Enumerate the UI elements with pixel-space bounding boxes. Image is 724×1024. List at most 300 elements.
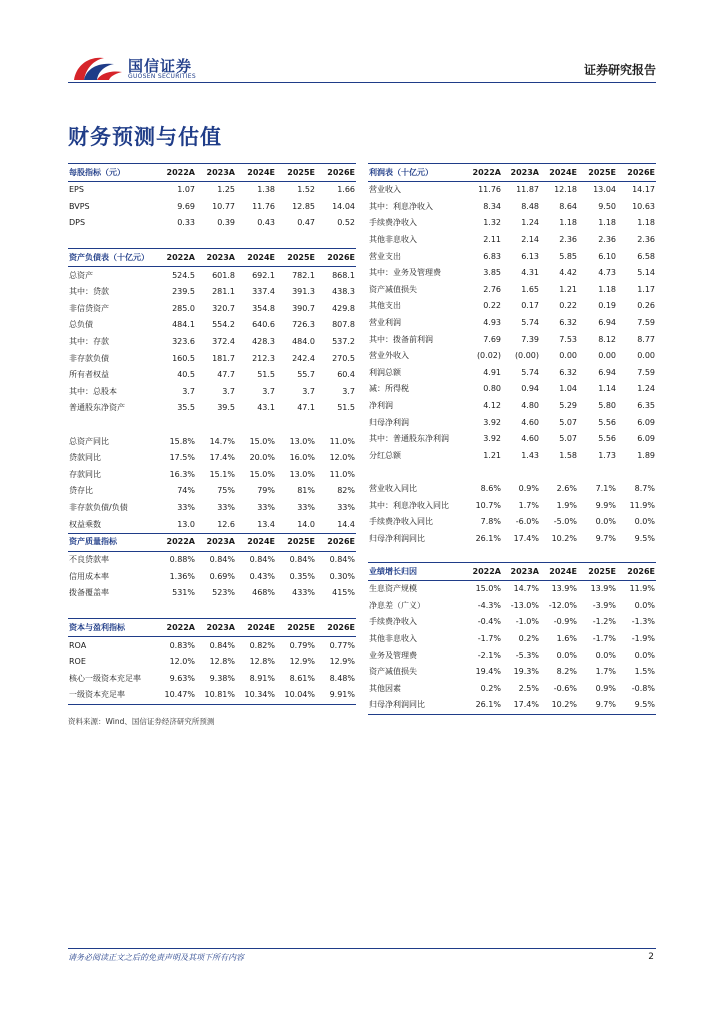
row-label: 营业外收入	[369, 351, 409, 361]
cell-value: 11.0%	[329, 469, 355, 479]
cell-value: 26.1%	[475, 533, 501, 543]
row-label: BVPS	[69, 201, 90, 211]
cell-value: 1.18	[598, 284, 616, 294]
cell-value: 2.6%	[556, 483, 577, 493]
cell-value: 2.36	[559, 235, 577, 245]
cell-value: 433%	[292, 588, 315, 598]
table-row	[368, 514, 656, 531]
cell-value	[236, 602, 276, 619]
table-row	[368, 431, 656, 448]
row-label: 生息资产规模	[369, 584, 417, 594]
cell-value: 0.9%	[518, 483, 539, 493]
table-row	[368, 581, 656, 598]
cell-value: 17.5%	[169, 453, 195, 463]
cell-value: 5.56	[598, 434, 616, 444]
cell-value: 1.18	[559, 218, 577, 228]
cell-value: 270.5	[332, 353, 355, 363]
cell-value: 10.7%	[475, 500, 501, 510]
cell-value: 15.0%	[475, 584, 501, 594]
cell-value: 26.1%	[464, 697, 502, 714]
cell-value: 1.24	[521, 218, 539, 228]
cell-value: 242.4	[292, 353, 315, 363]
cell-value: 10.81%	[196, 687, 236, 704]
cell-value: 47.1	[297, 403, 315, 413]
cell-value: -0.8%	[631, 683, 655, 693]
cell-value: 12.0%	[329, 453, 355, 463]
table-row	[368, 681, 656, 698]
row-label: 信用成本率	[69, 571, 109, 581]
cell-value	[196, 232, 236, 249]
cell-value: 1.18	[637, 218, 655, 228]
row-label: 业务及管理费	[369, 650, 417, 660]
row-label: 其中：利息净收入	[369, 201, 433, 211]
cell-value: 415%	[332, 588, 355, 598]
cell-value: 1.5%	[634, 667, 655, 677]
cell-value: 79%	[257, 486, 275, 496]
cell-value: 0.00	[559, 351, 577, 361]
cell-value: 11.0%	[329, 436, 355, 446]
cell-value	[196, 602, 236, 619]
cell-value: 14.0	[297, 519, 315, 529]
cell-value: 8.2%	[556, 667, 577, 677]
cell-value: 8.77	[637, 334, 655, 344]
cell-value: 5.29	[559, 401, 577, 411]
row-label: 总资产同比	[69, 436, 109, 446]
cell-value: 4.60	[521, 434, 539, 444]
cell-value: 1.38	[257, 185, 275, 195]
cell-value: 0.84%	[289, 555, 315, 565]
year-column-header: 2022A	[464, 563, 502, 581]
table-row	[368, 215, 656, 232]
cell-value: 10.77	[212, 201, 235, 211]
cell-value: 12.18	[554, 185, 577, 195]
cell-value: 1.9%	[556, 500, 577, 510]
year-column-header: 2023A	[502, 164, 540, 182]
row-label: 营业支出	[369, 251, 401, 261]
row-label: 其中：存款	[69, 337, 109, 347]
row-label: 拨备覆盖率	[69, 588, 109, 598]
table-row	[368, 248, 656, 265]
cell-value: 6.83	[483, 251, 501, 261]
row-label: 营业利润	[369, 318, 401, 328]
cell-value: 0.52	[337, 218, 355, 228]
cell-value	[156, 232, 196, 249]
table-row	[368, 398, 656, 415]
cell-value: 0.19	[598, 301, 616, 311]
cell-value: 1.21	[559, 284, 577, 294]
row-label: 其中：利息净收入同比	[369, 500, 449, 510]
row-label: 其中：总股本	[69, 386, 117, 396]
row-label: 总资产	[69, 270, 93, 280]
cell-value: 33%	[217, 502, 235, 512]
year-column-header: 2022A	[464, 164, 502, 182]
year-column-header: 2025E	[578, 164, 617, 182]
cell-value: 6.94	[598, 367, 616, 377]
row-label: 普通股东净资产	[69, 403, 125, 413]
table-row	[68, 301, 356, 318]
row-label: 其他因素	[369, 683, 401, 693]
cell-value: -1.7%	[592, 634, 616, 644]
cell-value: 33%	[337, 502, 355, 512]
table-row	[68, 317, 356, 334]
cell-value: -1.9%	[631, 634, 655, 644]
cell-value	[276, 602, 316, 619]
cell-value: 14.04	[332, 201, 355, 211]
cell-value: 524.5	[172, 270, 195, 280]
table-row	[68, 637, 356, 654]
cell-value: 40.5	[177, 370, 195, 380]
cell-value: 807.8	[332, 320, 355, 330]
cell-value	[316, 602, 356, 619]
cell-value: (0.00)	[514, 351, 539, 361]
cell-value: 0.83%	[169, 640, 195, 650]
row-label: 其他非息收入	[369, 235, 417, 245]
cell-value: 1.17	[637, 284, 655, 294]
cell-value: 17.4%	[209, 453, 235, 463]
cell-value: 1.07	[177, 185, 195, 195]
row-label: 其他支出	[369, 301, 401, 311]
cell-value: -5.3%	[515, 650, 539, 660]
row-label: 总负债	[69, 320, 93, 330]
footer-divider	[68, 948, 656, 949]
row-label: 存款同比	[69, 469, 101, 479]
cell-value: -3.9%	[592, 600, 616, 610]
table-row	[368, 530, 656, 547]
cell-value: 14.17	[632, 185, 655, 195]
table-row	[368, 497, 656, 514]
cell-value: 16.3%	[169, 469, 195, 479]
cell-value: 5.56	[598, 417, 616, 427]
cell-value: 4.42	[559, 268, 577, 278]
page-number: 2	[648, 952, 654, 962]
cell-value: 11.76	[252, 201, 275, 211]
cell-value: 601.8	[212, 270, 235, 280]
footer-disclaimer: 请务必阅读正文之后的免责声明及其项下所有内容	[68, 953, 244, 962]
cell-value: 51.5	[257, 370, 275, 380]
cell-value: 160.5	[172, 353, 195, 363]
cell-value: 15.8%	[169, 436, 195, 446]
cell-value: 0.84%	[249, 555, 275, 565]
table-row	[368, 647, 656, 664]
row-label: 手续费净收入	[369, 617, 417, 627]
cell-value: 10.2%	[551, 533, 577, 543]
cell-value: 3.7	[222, 386, 235, 396]
cell-value: 13.0%	[289, 436, 315, 446]
cell-value: 9.69	[177, 201, 195, 211]
cell-value: -0.4%	[477, 617, 501, 627]
cell-value: 12.0%	[169, 657, 195, 667]
row-label: 其中：拨备前利润	[369, 334, 433, 344]
year-column-header: 2026E	[316, 249, 356, 267]
year-column-header: 2022A	[156, 533, 196, 551]
cell-value: 8.12	[598, 334, 616, 344]
section-heading: 资产负债表（十亿元）	[68, 249, 156, 267]
cell-value: 2.76	[483, 284, 501, 294]
row-label: 核心一级资本充足率	[69, 673, 141, 683]
row-label: 归母净利润同比	[368, 697, 464, 714]
cell-value: 1.32	[483, 218, 501, 228]
cell-value: 868.1	[332, 270, 355, 280]
cell-value: 4.91	[483, 367, 501, 377]
table-row	[68, 284, 356, 301]
year-column-header: 2026E	[316, 619, 356, 637]
cell-value: 0.80	[483, 384, 501, 394]
cell-value: 0.0%	[556, 650, 577, 660]
year-column-header: 2024E	[540, 164, 578, 182]
cell-value: 0.22	[559, 301, 577, 311]
table-row	[368, 182, 656, 199]
cell-value: 6.09	[637, 434, 655, 444]
cell-value: 0.2%	[480, 683, 501, 693]
cell-value: -5.0%	[553, 517, 577, 527]
logo-chinese-name: 国信证券	[128, 57, 193, 75]
cell-value: 6.10	[598, 251, 616, 261]
cell-value: 13.04	[593, 185, 616, 195]
year-column-header: 2024E	[236, 533, 276, 551]
row-label: 一级资本充足率	[68, 687, 156, 704]
table-row	[368, 614, 656, 631]
source-note: 资料来源：Wind、国信证券经济研究所预测	[68, 717, 215, 726]
cell-value: 8.6%	[480, 483, 501, 493]
cell-value: 0.79%	[289, 640, 315, 650]
year-column-header: 2023A	[196, 619, 236, 637]
row-label	[68, 417, 156, 434]
left-financial-table	[68, 163, 356, 705]
cell-value	[156, 602, 196, 619]
row-label: ROE	[69, 657, 86, 667]
table-row	[368, 664, 656, 681]
row-label: 归母净利润	[369, 417, 409, 427]
table-section-header	[368, 164, 656, 182]
cell-value: 8.7%	[634, 483, 655, 493]
row-label: 营业收入	[369, 185, 401, 195]
year-column-header: 2025E	[276, 249, 316, 267]
cell-value	[196, 417, 236, 434]
year-column-header: 2024E	[540, 563, 578, 581]
cell-value: 16.0%	[289, 453, 315, 463]
row-label: 权益乘数	[69, 519, 101, 529]
table-row	[368, 199, 656, 216]
table-row	[368, 464, 656, 481]
cell-value	[617, 464, 656, 481]
cell-value: 14.7%	[209, 436, 235, 446]
cell-value: -1.2%	[592, 617, 616, 627]
table-row	[68, 654, 356, 671]
cell-value: -2.1%	[477, 650, 501, 660]
table-section-header	[368, 563, 656, 581]
cell-value: 5.74	[521, 318, 539, 328]
cell-value: 0.94	[521, 384, 539, 394]
document-type-label: 证券研究报告	[583, 63, 656, 77]
cell-value: 9.7%	[578, 697, 617, 714]
row-label: 资产减值损失	[369, 284, 417, 294]
cell-value: 12.9%	[289, 657, 315, 667]
year-column-header: 2025E	[276, 619, 316, 637]
row-label: 净利润	[369, 401, 393, 411]
table-row	[68, 367, 356, 384]
cell-value: 4.31	[521, 268, 539, 278]
growth-attribution-table	[368, 562, 656, 715]
cell-value: 9.91%	[316, 687, 356, 704]
cell-value: 47.7	[217, 370, 235, 380]
table-row	[68, 585, 356, 602]
table-row	[368, 348, 656, 365]
year-column-header: 2024E	[236, 164, 276, 182]
cell-value: 5.07	[559, 434, 577, 444]
cell-value: 15.0%	[249, 469, 275, 479]
cell-value: 8.91%	[249, 673, 275, 683]
cell-value: 0.0%	[634, 517, 655, 527]
row-label: 其中：普通股东净利润	[369, 434, 449, 444]
year-column-header: 2025E	[276, 533, 316, 551]
cell-value: 212.3	[252, 353, 275, 363]
cell-value: 11.87	[516, 185, 539, 195]
cell-value: 8.61%	[289, 673, 315, 683]
cell-value: 0.84%	[209, 640, 235, 650]
table-row	[68, 670, 356, 687]
table-row	[68, 433, 356, 450]
cell-value	[464, 464, 502, 481]
cell-value: 14.7%	[513, 584, 539, 594]
cell-value: 33%	[297, 502, 315, 512]
cell-value: 0.0%	[634, 600, 655, 610]
row-label: 减：所得税	[369, 384, 409, 394]
cell-value: 0.69%	[209, 571, 235, 581]
cell-value: 12.85	[292, 201, 315, 211]
cell-value: 554.2	[212, 320, 235, 330]
row-label: 其中：业务及管理费	[369, 268, 441, 278]
cell-value: 468%	[252, 588, 275, 598]
cell-value: 13.0%	[289, 469, 315, 479]
cell-value: 33%	[257, 502, 275, 512]
year-column-header: 2023A	[502, 563, 540, 581]
cell-value: 320.7	[212, 303, 235, 313]
table-row	[368, 481, 656, 498]
cell-value: 0.84%	[329, 555, 355, 565]
cell-value: 4.12	[483, 401, 501, 411]
cell-value: 39.5	[217, 403, 235, 413]
cell-value: -13.0%	[510, 600, 539, 610]
cell-value: 6.32	[559, 318, 577, 328]
table-row	[68, 334, 356, 351]
cell-value: 4.80	[521, 401, 539, 411]
cell-value: 1.18	[598, 218, 616, 228]
cell-value: 9.38%	[209, 673, 235, 683]
cell-value: 7.59	[637, 318, 655, 328]
cell-value: 3.7	[302, 386, 315, 396]
table-row	[368, 598, 656, 615]
cell-value: 10.34%	[236, 687, 276, 704]
cell-value: -1.0%	[515, 617, 539, 627]
cell-value: 9.9%	[595, 500, 616, 510]
table-row	[68, 384, 356, 401]
table-row	[68, 232, 356, 249]
cell-value: -6.0%	[515, 517, 539, 527]
cell-value: 5.80	[598, 401, 616, 411]
cell-value: 3.7	[182, 386, 195, 396]
cell-value: 5.85	[559, 251, 577, 261]
cell-value: 7.1%	[595, 483, 616, 493]
cell-value: 0.43	[257, 218, 275, 228]
cell-value: 484.1	[172, 320, 195, 330]
cell-value: 3.92	[483, 434, 501, 444]
row-label: 贷款同比	[69, 453, 101, 463]
cell-value: 12.9%	[329, 657, 355, 667]
cell-value: 6.13	[521, 251, 539, 261]
row-label: 资产减值损失	[369, 667, 417, 677]
cell-value: 15.1%	[209, 469, 235, 479]
cell-value: 0.82%	[249, 640, 275, 650]
cell-value: 82%	[337, 486, 355, 496]
cell-value: 692.1	[252, 270, 275, 280]
year-column-header: 2022A	[156, 164, 196, 182]
cell-value: 0.0%	[595, 650, 616, 660]
cell-value	[316, 417, 356, 434]
cell-value	[276, 232, 316, 249]
row-label	[68, 232, 156, 249]
cell-value: 10.2%	[540, 697, 578, 714]
table-row	[68, 602, 356, 619]
table-section-header	[68, 619, 356, 637]
cell-value: 2.36	[637, 235, 655, 245]
cell-value: 391.3	[292, 287, 315, 297]
row-label: 非信贷资产	[69, 303, 109, 313]
cell-value: 10.04%	[276, 687, 316, 704]
cell-value: 1.43	[521, 450, 539, 460]
cell-value: 7.39	[521, 334, 539, 344]
table-section-header	[68, 164, 356, 182]
row-label: 营业收入同比	[369, 483, 417, 493]
cell-value: 13.0	[177, 519, 195, 529]
year-column-header: 2025E	[276, 164, 316, 182]
cell-value: 9.7%	[595, 533, 616, 543]
cell-value: 428.3	[252, 337, 275, 347]
cell-value: -0.9%	[553, 617, 577, 627]
cell-value: 1.36%	[169, 571, 195, 581]
section-heading: 每股指标（元）	[68, 164, 156, 182]
cell-value: 6.09	[637, 417, 655, 427]
cell-value: 17.4%	[502, 697, 540, 714]
cell-value: 13.9%	[551, 584, 577, 594]
cell-value: 285.0	[172, 303, 195, 313]
cell-value: -0.6%	[553, 683, 577, 693]
cell-value: 7.53	[559, 334, 577, 344]
cell-value: 429.8	[332, 303, 355, 313]
table-section-header	[68, 533, 356, 551]
table-row	[368, 298, 656, 315]
cell-value: 726.3	[292, 320, 315, 330]
year-column-header: 2022A	[156, 619, 196, 637]
year-column-header: 2025E	[578, 563, 617, 581]
table-row	[68, 467, 356, 484]
cell-value: 8.64	[559, 201, 577, 211]
cell-value: 10.63	[632, 201, 655, 211]
cell-value: 523%	[212, 588, 235, 598]
cell-value: 1.7%	[595, 667, 616, 677]
cell-value: (0.02)	[476, 351, 501, 361]
cell-value: 6.32	[559, 367, 577, 377]
row-label: EPS	[69, 185, 84, 195]
cell-value: -1.7%	[477, 634, 501, 644]
cell-value	[156, 417, 196, 434]
cell-value: 531%	[172, 588, 195, 598]
cell-value: 0.77%	[329, 640, 355, 650]
cell-value: 1.58	[559, 450, 577, 460]
cell-value: 1.14	[598, 384, 616, 394]
table-row	[368, 331, 656, 348]
row-label: 净息差（广义）	[369, 600, 425, 610]
table-row	[68, 500, 356, 517]
